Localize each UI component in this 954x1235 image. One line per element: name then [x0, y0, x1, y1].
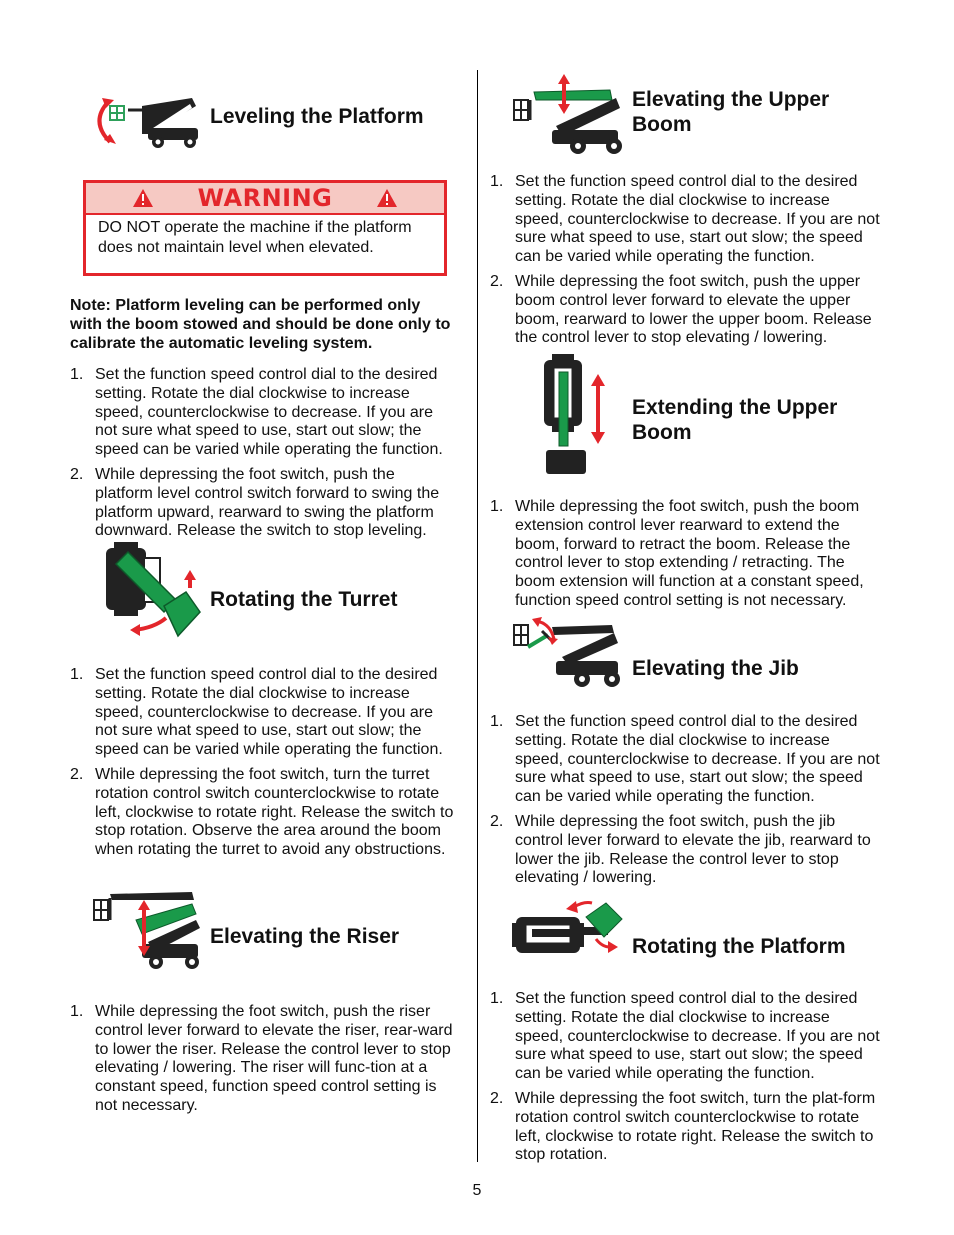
step-text: Set the function speed control dial to the desired setting. Rotate the dial clockwise to increase speed, counterclockwise to decrease. If you are not sure what speed to use, start out slow; the speed can be varied while operating the function. — [515, 990, 880, 1083]
list-item — [490, 498, 882, 611]
heading-extending-upper-boom: Extending the Upper Boom — [632, 396, 838, 444]
step-text: While depressing the foot switch, push the upper boom control lever forward to elevate the upper boom, rearward to lower the upper boom. Release the control lever to stop elevating / lowering. — [515, 272, 872, 347]
heading-elevating-jib: Elevating the Jib — [632, 657, 799, 680]
heading-leveling-platform: Leveling the Platform — [210, 105, 424, 128]
step-number: 2. — [490, 812, 504, 830]
rotating-platform-steps — [490, 990, 882, 1171]
warning-title: WARNING — [197, 184, 333, 212]
step-number: 2. — [490, 272, 504, 290]
list-item — [490, 990, 882, 1084]
column-divider — [477, 70, 478, 1162]
turret-rotation-icon — [104, 538, 206, 638]
platform-leveling-icon — [92, 94, 204, 150]
list-item — [70, 666, 456, 760]
step-number: 2. — [490, 1089, 504, 1107]
upper-boom-steps — [490, 173, 882, 354]
step-number: 1. — [490, 713, 504, 730]
heading-rotating-turret: Rotating the Turret — [210, 588, 398, 611]
step-text: While depressing the foot switch, push the jib control lever forward to elevate the jib, rearward to lower the jib. Release the control lever to stop elevating / lowering. — [515, 812, 871, 887]
list-item — [70, 366, 456, 460]
jib-elevation-icon — [512, 617, 630, 691]
warning-triangle-icon — [132, 188, 154, 208]
step-text: While depressing the foot switch, push the boom extension control lever rearward to extend the boom, forward to retract the boom. Release the control lever to stop extending / retracting. The boom extension will function at a constant speed, function speed control setting is not necessary. — [515, 498, 864, 609]
step-text: Set the function speed control dial to the desired setting. Rotate the dial clockwise to increase speed, counterclockwise to decrease. If you are not sure what speed to use, start out slow; the speed can be varied while operating the function. — [95, 666, 443, 759]
warning-header — [86, 183, 444, 215]
step-text: While depressing the foot switch, turn the plat-form rotation control switch counterclockwise to rotate left, clockwise to rotate right. Release the switch to stop rotation. — [515, 1089, 876, 1164]
list-item — [70, 1003, 462, 1116]
step-number: 2. — [70, 765, 84, 783]
warning-triangle-icon — [376, 188, 398, 208]
platform-rotation-icon — [512, 897, 624, 959]
step-text: While depressing the foot switch, push the riser control lever forward to elevate the riser, rear-ward to lower the riser. Release the control lever to stop elevating / lowering. The riser will func-tion at a constant speed, function speed control setting is not necessary. — [95, 1003, 453, 1114]
step-number: 1. — [490, 173, 504, 190]
step-number: 1. — [490, 990, 504, 1007]
list-item — [70, 766, 456, 860]
step-number: 1. — [490, 498, 504, 515]
heading-elevating-riser: Elevating the Riser — [210, 925, 400, 948]
leveling-note: Note: Platform leveling can be performed only with the boom stowed and should be done only to calibrate the automatic leveling system. — [70, 297, 451, 352]
list-item — [490, 813, 882, 888]
page-number: 5 — [472, 1182, 482, 1199]
list-item — [490, 1090, 882, 1165]
step-text: While depressing the foot switch, turn the turret rotation control switch counterclockwise to rotate left, clockwise to rotate right. Release the switch to stop rotation. Observe the area around the boom when rotating the turret to avoid any obstructions. — [95, 765, 454, 859]
heading-elevating-upper-boom: Elevating the Upper Boom — [632, 88, 830, 136]
warning-box — [83, 180, 447, 276]
jib-steps — [490, 713, 882, 894]
boom-extension-icon — [540, 354, 612, 476]
list-item — [490, 713, 882, 807]
warning-text: DO NOT operate the machine if the platform does not maintain level when elevated. — [98, 219, 412, 256]
step-text: Set the function speed control dial to the desired setting. Rotate the dial clockwise to increase speed, counterclockwise to decrease. If you are not sure what speed to use, start out slow; the speed can be varied while operating the function. — [515, 713, 880, 806]
step-number: 2. — [70, 465, 84, 483]
list-item — [70, 466, 456, 541]
step-number: 1. — [70, 366, 84, 383]
list-item — [490, 173, 882, 267]
extending-steps — [490, 498, 882, 617]
step-text: Set the function speed control dial to the desired setting. Rotate the dial clockwise to increase speed, counterclockwise to decrease. If you are not sure what speed to use, start out slow; the speed can be varied while operating the function. — [515, 173, 880, 266]
leveling-steps — [70, 366, 456, 547]
step-text: While depressing the foot switch, push the platform level control switch forward to swing the platform upward, rearward to swing the platform downward. Release the switch to stop leveling. — [95, 465, 440, 540]
turret-steps — [70, 666, 456, 866]
step-number: 1. — [70, 666, 84, 683]
riser-elevation-icon — [92, 890, 206, 972]
riser-steps — [70, 1003, 462, 1122]
list-item — [490, 273, 882, 348]
heading-rotating-platform: Rotating the Platform — [632, 935, 846, 958]
step-text: Set the function speed control dial to the desired setting. Rotate the dial clockwise to increase speed, counterclockwise to decrease. If you are not sure what speed to use, start out slow; the speed can be varied while operating the function. — [95, 366, 443, 459]
step-number: 1. — [70, 1003, 84, 1020]
upper-boom-elevation-icon — [512, 72, 630, 156]
